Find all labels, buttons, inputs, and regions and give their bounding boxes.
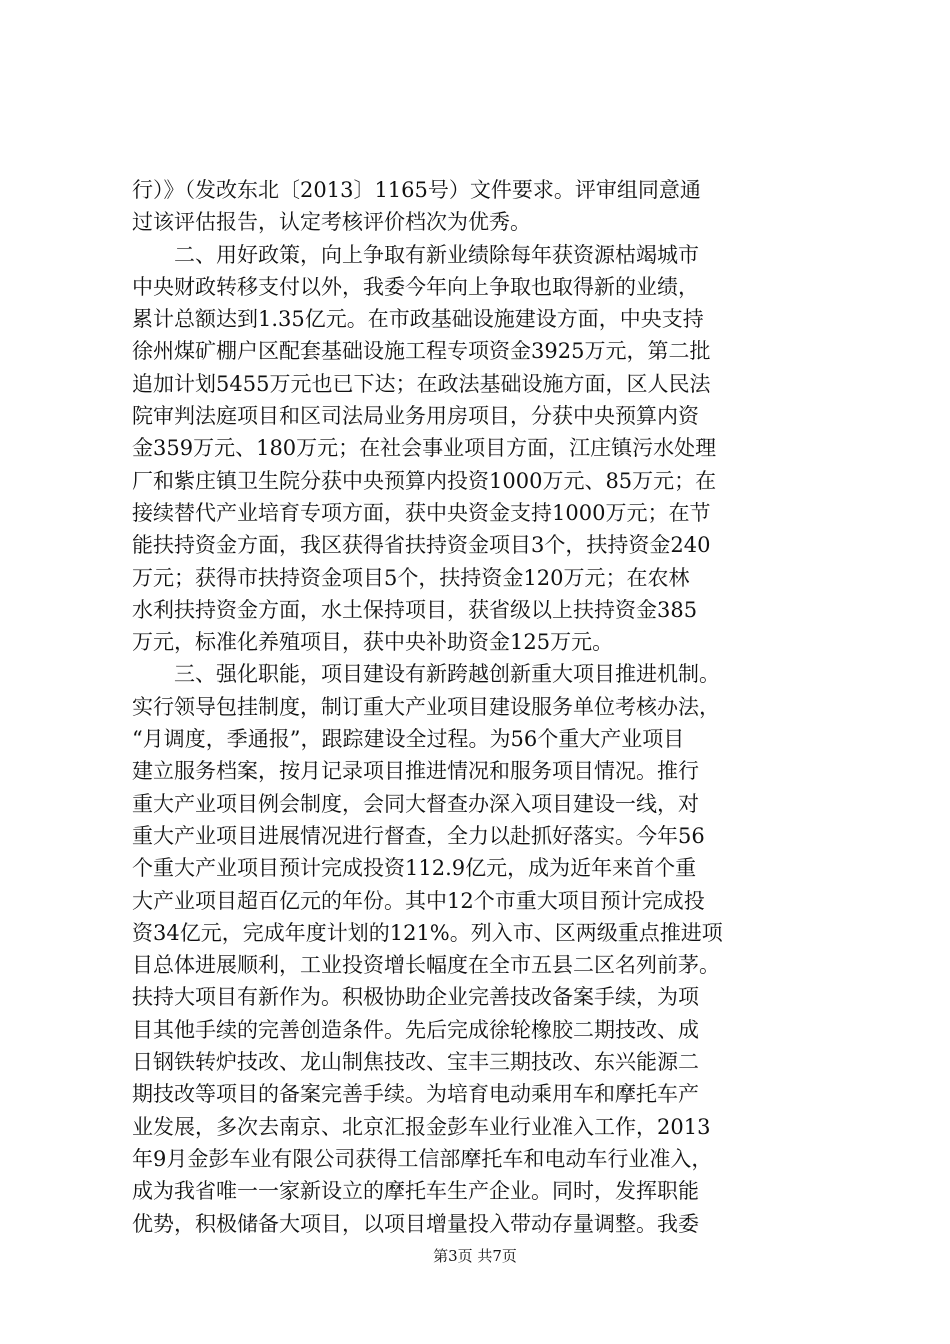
text-line: 资34亿元，完成年度计划的121%。列入市、区两级重点推进项 [132, 920, 723, 945]
text-line: 三、强化职能，项目建设有新跨越创新重大项目推进机制。 [132, 662, 720, 687]
text-line: 过该评估报告，认定考核评价档次为优秀。 [132, 210, 531, 235]
text-line: 扶持大项目有新作为。积极协助企业完善技改备案手续，为项 [132, 985, 699, 1010]
text-line: 业发展，多次去南京、北京汇报金彭车业行业准入工作，2013 [132, 1114, 711, 1139]
text-line: 目总体进展顺利，工业投资增长幅度在全市五县二区名列前茅。 [132, 953, 720, 978]
text-line: 目其他手续的完善创造条件。先后完成徐轮橡胶二期技改、成 [132, 1017, 699, 1042]
text-line: 接续替代产业培育专项方面，获中央资金支持1000万元；在节 [132, 500, 711, 525]
text-line: 徐州煤矿棚户区配套基础设施工程专项资金3925万元，第二批 [132, 339, 711, 364]
text-line: 累计总额达到1.35亿元。在市政基础设施建设方面，中央支持 [132, 307, 704, 332]
text-line: 重大产业项目例会制度，会同大督查办深入项目建设一线，对 [132, 791, 699, 816]
text-line: 建立服务档案，按月记录项目推进情况和服务项目情况。推行 [132, 759, 699, 784]
text-line: 大产业项目超百亿元的年份。其中12个市重大项目预计完成投 [132, 888, 705, 913]
text-line: 实行领导包挂制度，制订重大产业项目建设服务单位考核办法， [132, 694, 720, 719]
text-line: 金359万元、180万元；在社会事业项目方面，江庄镇污水处理 [132, 436, 717, 461]
text-line: 二、用好政策，向上争取有新业绩除每年获资源枯竭城市 [132, 242, 699, 267]
text-line: 水利扶持资金方面，水土保持项目，获省级以上扶持资金385 [132, 597, 698, 622]
body-text [132, 174, 832, 1240]
text-line: 能扶持资金方面，我区获得省扶持资金项目3个，扶持资金240 [132, 533, 711, 558]
text-line: 期技改等项目的备案完善手续。为培育电动乘用车和摩托车产 [132, 1082, 699, 1107]
text-line: 重大产业项目进展情况进行督查，全力以赴抓好落实。今年56 [132, 823, 705, 848]
text-line: 院审判法庭项目和区司法局业务用房项目，分获中央预算内资 [132, 404, 699, 429]
text-line: 万元，标准化养殖项目，获中央补助资金125万元。 [132, 630, 614, 655]
text-line: “月调度，季通报”，跟踪建设全过程。为56个重大产业项目 [132, 727, 685, 752]
text-line: 年9月金彭车业有限公司获得工信部摩托车和电动车行业准入， [132, 1146, 713, 1171]
text-line: 中央财政转移支付以外，我委今年向上争取也取得新的业绩， [132, 274, 699, 299]
text-line: 追加计划5455万元也已下达；在政法基础设施方面，区人民法 [132, 371, 711, 396]
text-line: 成为我省唯一一家新设立的摩托车生产企业。同时，发挥职能 [132, 1179, 699, 1204]
text-line: 行）》（发改东北〔2013〕1165号）文件要求。评审组同意通 [132, 178, 701, 202]
page-footer: 第3页 共7页 [433, 1247, 517, 1265]
text-line: 日钢铁转炉技改、龙山制焦技改、宝丰三期技改、东兴能源二 [132, 1050, 699, 1075]
text-line: 厂和紫庄镇卫生院分获中央预算内投资1000万元、85万元；在 [132, 468, 717, 493]
text-line: 万元；获得市扶持资金项目5个，扶持资金120万元；在农林 [132, 565, 690, 590]
text-line: 个重大产业项目预计完成投资112.9亿元，成为近年来首个重 [132, 856, 697, 881]
text-line: 优势，积极储备大项目，以项目增量投入带动存量调整。我委 [132, 1211, 699, 1236]
